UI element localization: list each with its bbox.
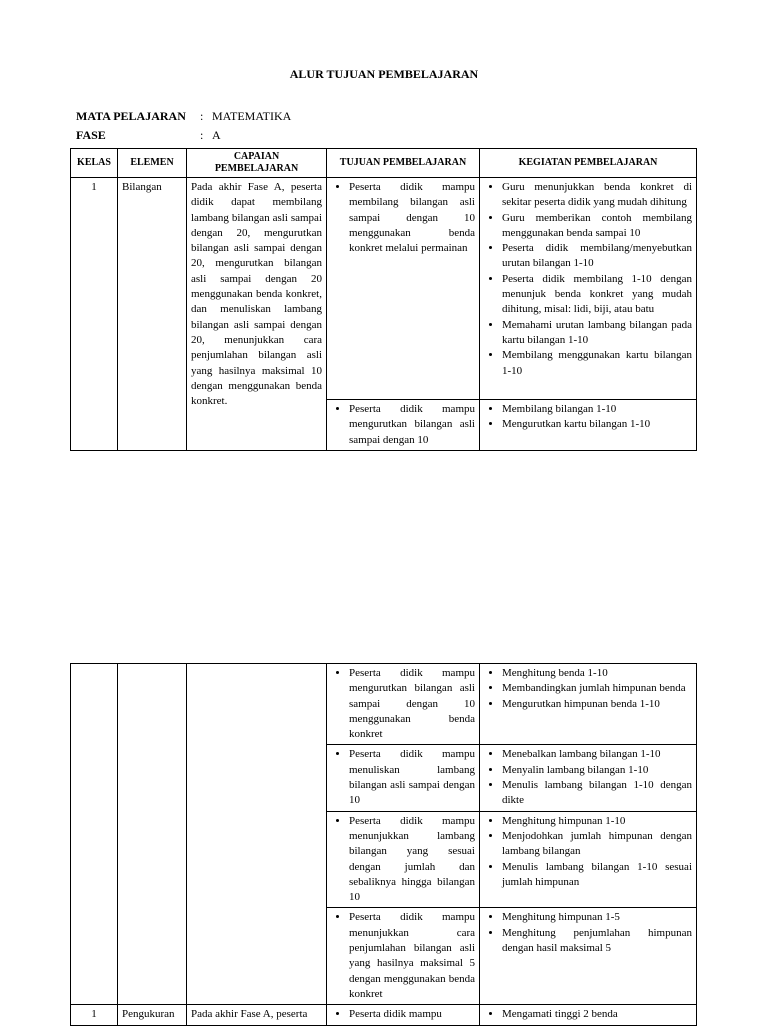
- cell-tujuan: [327, 178, 480, 400]
- list-item: • Membilang menggunakan kartu bilangan 1-10: [502, 348, 692, 379]
- cell-kegiatan: [480, 908, 697, 1005]
- cell-tujuan: [327, 811, 480, 908]
- list-item: • Guru memberikan contoh membilang menggunakan benda sampai 10: [502, 211, 692, 242]
- list-item: • Menghitung benda 1-10: [502, 666, 692, 681]
- cell-tujuan: [327, 664, 480, 745]
- table-row: [71, 664, 697, 745]
- list-item: • Peserta didik membilang 1-10 dengan menunjuk benda konkret yang mudah dihitung, misal: lidi, biji, atau batu: [502, 272, 692, 318]
- list-item: • Menulis lambang bilangan 1-10 dengan dikte: [502, 778, 692, 809]
- list-item: • Memahami urutan lambang bilangan pada kartu bilangan 1-10: [502, 318, 692, 349]
- cell-kegiatan: [480, 811, 697, 908]
- cell-kelas: 1: [71, 1005, 118, 1025]
- list-item: • Peserta didik mampu menunjukkan lambang bilangan yang sesuai dengan jumlah dan sebaliknya hingga bilangan 10: [349, 814, 475, 906]
- list-item: • Mengamati tinggi 2 benda: [502, 1007, 692, 1022]
- cell-elemen: [118, 664, 187, 1005]
- list-item: • Peserta didik mampu mengurutkan bilangan asli sampai dengan 10 menggunakan benda konkret: [349, 666, 475, 742]
- header-kegiatan: KEGIATAN PEMBELAJARAN: [480, 149, 697, 178]
- meta-value: A: [212, 128, 221, 142]
- header-tujuan: TUJUAN PEMBELAJARAN: [327, 149, 480, 178]
- cell-kelas: [71, 664, 118, 1005]
- cell-kegiatan: [480, 178, 697, 400]
- cell-kegiatan: [480, 745, 697, 811]
- meta-phase: FASE : A: [76, 128, 221, 142]
- list-item: • Membandingkan jumlah himpunan benda: [502, 681, 692, 696]
- meta-label: MATA PELAJARAN: [76, 109, 186, 123]
- cell-kegiatan: [480, 1005, 697, 1025]
- page-title: ALUR TUJUAN PEMBELAJARAN: [289, 67, 479, 81]
- list-item: • Menghitung penjumlahan himpunan dengan hasil maksimal 5: [502, 926, 692, 957]
- learning-flow-table-2: [70, 663, 697, 1026]
- list-item: • Menghitung himpunan 1-10: [502, 814, 692, 829]
- cell-kegiatan: [480, 400, 697, 451]
- list-item: • Peserta didik mampu menuliskan lambang bilangan asli sampai dengan 10: [349, 747, 475, 808]
- cell-tujuan: [327, 400, 480, 451]
- list-item: • Menjodohkan jumlah himpunan dengan lambang bilangan: [502, 829, 692, 860]
- table-row: [71, 1005, 697, 1025]
- list-item: • Guru menunjukkan benda konkret di sekitar peserta didik yang mudah dihitung: [502, 180, 692, 211]
- cell-tujuan: [327, 1005, 480, 1025]
- cell-capaian: Pada akhir Fase A, peserta didik dapat membilang lambang bilangan asli sampai dengan 20, mengurutkan bilangan asli sampai dengan 20, mengurutkan bilangan asli sampai dengan 20 menggunakan benda konkret, dan menuliskan lambang bilangan asli sampai dengan 20, menunjukkan cara penjumlahan bilangan asli yang hasilnya maksimal 10 dengan menggunakan benda konkret.: [187, 178, 327, 451]
- meta-value: MATEMATIKA: [212, 109, 292, 123]
- list-item: • Menyalin lambang bilangan 1-10: [502, 763, 692, 778]
- header-capaian: CAPAIAN PEMBELAJARAN: [187, 149, 327, 178]
- list-item: • Menulis lambang bilangan 1-10 sesuai jumlah himpunan: [502, 860, 692, 891]
- cell-tujuan: [327, 745, 480, 811]
- list-item: • Peserta didik mampu mengurutkan bilangan asli sampai dengan 10: [349, 402, 475, 448]
- meta-subject: MATA PELAJARAN : MATEMATIKA: [76, 109, 292, 123]
- list-item: • Menghitung himpunan 1-5: [502, 910, 692, 925]
- cell-elemen: Bilangan: [118, 178, 187, 451]
- cell-kegiatan: [480, 664, 697, 745]
- header-elemen: ELEMEN: [118, 149, 187, 178]
- table-row: [71, 178, 697, 400]
- list-item: • Mengurutkan kartu bilangan 1-10: [502, 417, 692, 432]
- list-item: • Peserta didik membilang/menyebutkan urutan bilangan 1-10: [502, 241, 692, 272]
- cell-elemen: Pengukuran: [118, 1005, 187, 1025]
- cell-capaian: Pada akhir Fase A, peserta: [187, 1005, 327, 1025]
- cell-kelas: 1: [71, 178, 118, 451]
- cell-capaian: [187, 664, 327, 1005]
- list-item: • Membilang bilangan 1-10: [502, 402, 692, 417]
- meta-label: FASE: [76, 128, 106, 142]
- list-item: • Peserta didik mampu: [349, 1007, 475, 1022]
- cell-tujuan: [327, 908, 480, 1005]
- header-kelas: KELAS: [71, 149, 118, 178]
- table-header-row: [71, 149, 697, 178]
- list-item: • Menebalkan lambang bilangan 1-10: [502, 747, 692, 762]
- learning-flow-table-1: [70, 148, 697, 451]
- list-item: • Peserta didik mampu menunjukkan cara penjumlahan bilangan asli yang hasilnya maksimal 5 dengan menggunakan benda konkret: [349, 910, 475, 1002]
- list-item: • Mengurutkan himpunan benda 1-10: [502, 697, 692, 712]
- list-item: • Peserta didik mampu membilang bilangan asli sampai dengan 10 menggunakan benda konkret melalui permainan: [349, 180, 475, 256]
